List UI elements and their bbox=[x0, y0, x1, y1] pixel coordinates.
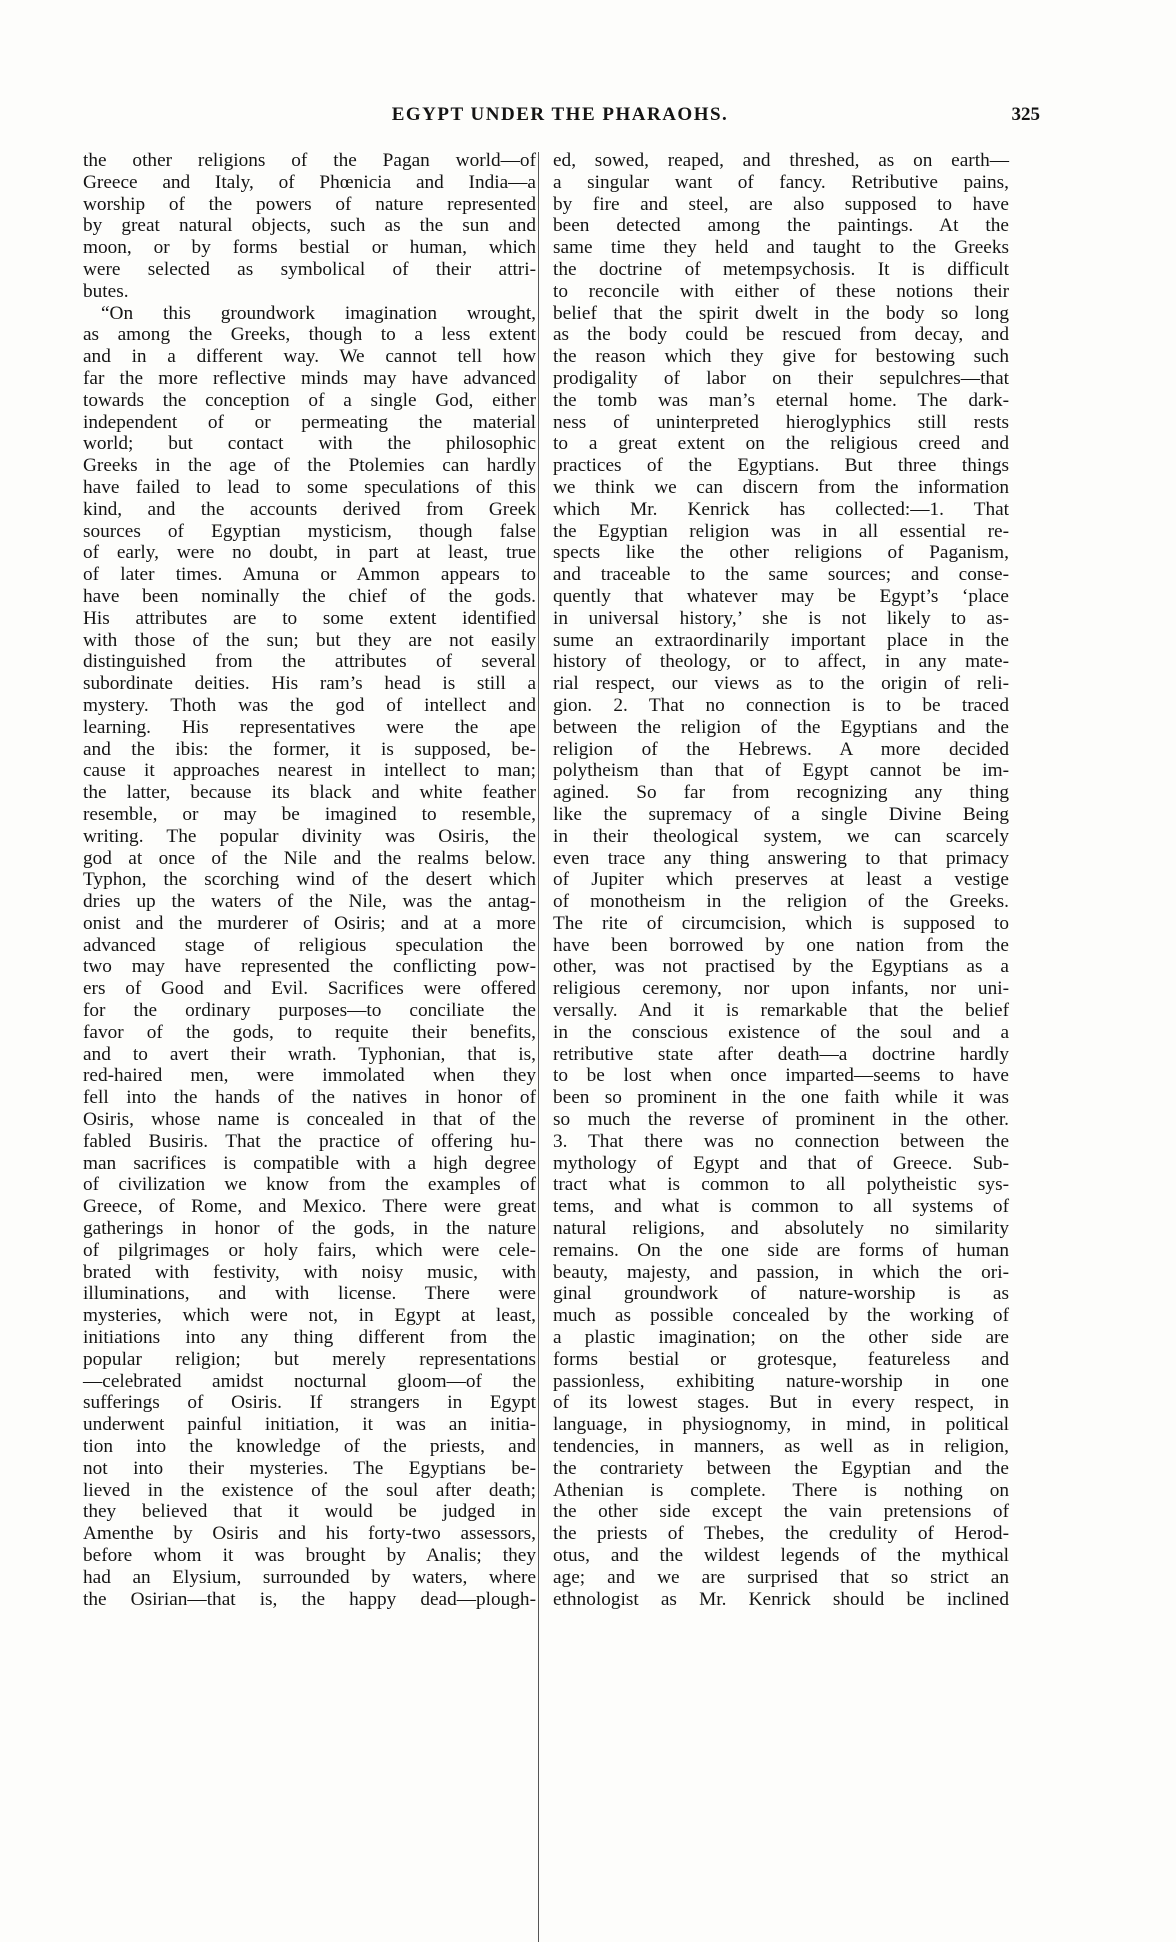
text-line: fell into the hands of the natives in honor of bbox=[83, 1087, 536, 1109]
text-line: cause it approaches nearest in intellect to man; bbox=[83, 760, 536, 782]
text-line: man sacrifices is compatible with a high degree bbox=[83, 1152, 536, 1174]
text-line: His attributes are to some extent identified bbox=[83, 607, 536, 629]
text-line: sufferings of Osiris. If strangers in Egypt bbox=[83, 1392, 536, 1414]
text-line: the reason which they give for bestowing such bbox=[553, 346, 1009, 368]
running-header bbox=[80, 104, 1040, 134]
text-line: Greeks in the age of the Ptolemies can hardly bbox=[83, 455, 536, 477]
text-line: Osiris, whose name is concealed in that of the bbox=[83, 1109, 536, 1131]
left-column bbox=[83, 150, 536, 1610]
text-line: age; and we are surprised that so strict an bbox=[553, 1566, 1009, 1588]
column-divider bbox=[538, 152, 539, 1942]
text-line: —celebrated amidst nocturnal gloom—of the bbox=[83, 1370, 536, 1392]
text-line: in universal history,’ she is not likely to as- bbox=[553, 607, 1009, 629]
text-line: as among the Greeks, though to a less extent bbox=[83, 324, 536, 346]
text-line: beauty, majesty, and passion, in which the ori- bbox=[553, 1261, 1009, 1283]
text-line: mysteries, which were not, in Egypt at least, bbox=[83, 1305, 536, 1327]
text-line: in their theological system, we can scarcely bbox=[553, 825, 1009, 847]
text-line: religion of the Hebrews. A more decided bbox=[553, 738, 1009, 760]
text-line: the tomb was man’s eternal home. The dark- bbox=[553, 389, 1009, 411]
text-line: 3. That there was no connection between the bbox=[553, 1130, 1009, 1152]
text-line: rial respect, our views as to the origin of reli- bbox=[553, 673, 1009, 695]
text-line: brated with festivity, with noisy music, with bbox=[83, 1261, 536, 1283]
text-line: sume an extraordinarily important place in the bbox=[553, 629, 1009, 651]
text-line: which Mr. Kenrick has collected:—1. That bbox=[553, 498, 1009, 520]
text-line: distinguished from the attributes of several bbox=[83, 651, 536, 673]
text-line: moon, or by forms bestial or human, which bbox=[83, 237, 536, 259]
text-line: versally. And it is remarkable that the belief bbox=[553, 1000, 1009, 1022]
text-line: subordinate deities. His ram’s head is still a bbox=[83, 673, 536, 695]
text-line: learning. His representatives were the ape bbox=[83, 716, 536, 738]
text-line: of civilization we know from the examples of bbox=[83, 1174, 536, 1196]
text-line: lieved in the existence of the soul after death; bbox=[83, 1479, 536, 1501]
text-line: and in a different way. We cannot tell how bbox=[83, 346, 536, 368]
text-line: ginal groundwork of nature-worship is as bbox=[553, 1283, 1009, 1305]
text-line: by great natural objects, such as the sun and bbox=[83, 215, 536, 237]
text-line: tems, and what is common to all systems of bbox=[553, 1196, 1009, 1218]
text-line: to be lost when once imparted—seems to have bbox=[553, 1065, 1009, 1087]
text-line: spects like the other religions of Paganism, bbox=[553, 542, 1009, 564]
text-line: Greece, of Rome, and Mexico. There were great bbox=[83, 1196, 536, 1218]
text-line: towards the conception of a single God, either bbox=[83, 389, 536, 411]
text-line: The rite of circumcision, which is supposed to bbox=[553, 912, 1009, 934]
page-title: EGYPT UNDER THE PHARAOHS. bbox=[391, 104, 729, 125]
text-line: and the ibis: the former, it is supposed, be- bbox=[83, 738, 536, 760]
text-line: of monotheism in the religion of the Greeks. bbox=[553, 891, 1009, 913]
text-line: language, in physiognomy, in mind, in political bbox=[553, 1414, 1009, 1436]
text-line: independent of or permeating the material bbox=[83, 411, 536, 433]
text-line: had an Elysium, surrounded by waters, where bbox=[83, 1566, 536, 1588]
text-line: to reconcile with either of these notions their bbox=[553, 280, 1009, 302]
text-line: otus, and the wildest legends of the mythical bbox=[553, 1545, 1009, 1566]
text-line: “On this groundwork imagination wrought, bbox=[101, 302, 536, 324]
text-line: been detected among the paintings. At the bbox=[553, 215, 1009, 237]
text-line: in the conscious existence of the soul and a bbox=[553, 1021, 1009, 1043]
text-line: of pilgrimages or holy fairs, which were cele- bbox=[83, 1239, 536, 1261]
text-line: writing. The popular divinity was Osiris, the bbox=[83, 825, 536, 847]
text-line: to a great extent on the religious creed and bbox=[553, 433, 1009, 455]
text-line: tion into the knowledge of the priests, and bbox=[83, 1436, 536, 1458]
text-line: a plastic imagination; on the other side are bbox=[553, 1327, 1009, 1349]
text-line: of later times. Amuna or Ammon appears to bbox=[83, 564, 536, 586]
text-line: the other side except the vain pretensions of bbox=[553, 1501, 1009, 1523]
text-line: Typhon, the scorching wind of the desert which bbox=[83, 869, 536, 891]
text-line: before whom it was brought by Analis; they bbox=[83, 1545, 536, 1566]
text-line: by fire and steel, are also supposed to have bbox=[553, 193, 1009, 215]
text-line: with those of the sun; but they are not easily bbox=[83, 629, 536, 651]
text-line: gion. 2. That no connection is to be traced bbox=[553, 694, 1009, 716]
text-line: ness of uninterpreted hieroglyphics still rests bbox=[553, 411, 1009, 433]
text-line: belief that the spirit dwelt in the body so long bbox=[553, 302, 1009, 324]
text-line: quently that whatever may be Egypt’s ‘place bbox=[553, 585, 1009, 607]
text-line: for the ordinary purposes—to conciliate the bbox=[83, 1000, 536, 1022]
text-line: two may have represented the conflicting pow- bbox=[83, 956, 536, 978]
text-line: forms bestial or grotesque, featureless and bbox=[553, 1348, 1009, 1370]
text-line: much as possible concealed by the working of bbox=[553, 1305, 1009, 1327]
text-line: history of theology, or to affect, in any mate- bbox=[553, 651, 1009, 673]
text-line: and traceable to the same sources; and conse- bbox=[553, 564, 1009, 586]
text-line: popular religion; but merely representations bbox=[83, 1348, 536, 1370]
text-line: of Jupiter which preserves at least a vestige bbox=[553, 869, 1009, 891]
text-line: Athenian is complete. There is nothing on bbox=[553, 1479, 1009, 1501]
text-line: natural religions, and absolutely no similarity bbox=[553, 1218, 1009, 1240]
text-line: have failed to lead to some speculations of this bbox=[83, 476, 536, 498]
text-line: the latter, because its black and white feather bbox=[83, 782, 536, 804]
text-line: Amenthe by Osiris and his forty-two assessors, bbox=[83, 1523, 536, 1545]
text-line: and to avert their wrath. Typhonian, that is, bbox=[83, 1043, 536, 1065]
text-line: other, was not practised by the Egyptians as a bbox=[553, 956, 1009, 978]
text-line: a singular want of fancy. Retributive pains, bbox=[553, 171, 1009, 193]
text-line: gatherings in honor of the gods, in the nature bbox=[83, 1218, 536, 1240]
text-line: tract what is common to all polytheistic sys- bbox=[553, 1174, 1009, 1196]
text-line: passionless, exhibiting nature-worship in one bbox=[553, 1370, 1009, 1392]
text-line: religious ceremony, nor upon infants, nor uni- bbox=[553, 978, 1009, 1000]
text-line: Greece and Italy, of Phœnicia and India—a bbox=[83, 171, 536, 193]
text-line: the contrariety between the Egyptian and the bbox=[553, 1457, 1009, 1479]
text-line: not into their mysteries. The Egyptians be- bbox=[83, 1457, 536, 1479]
text-line: between the religion of the Egyptians and the bbox=[553, 716, 1009, 738]
text-line: kind, and the accounts derived from Greek bbox=[83, 498, 536, 520]
text-line: agined. So far from recognizing any thing bbox=[553, 782, 1009, 804]
text-line: prodigality of labor on their sepulchres—that bbox=[553, 367, 1009, 389]
text-line: mystery. Thoth was the god of intellect and bbox=[83, 694, 536, 716]
right-column bbox=[553, 150, 1009, 1610]
text-line: remains. On the one side are forms of human bbox=[553, 1239, 1009, 1261]
text-line: practices of the Egyptians. But three things bbox=[553, 455, 1009, 477]
text-line: advanced stage of religious speculation the bbox=[83, 934, 536, 956]
text-line: onist and the murderer of Osiris; and at a more bbox=[83, 912, 536, 934]
text-line: of early, were no doubt, in part at least, true bbox=[83, 542, 536, 564]
text-line: been so prominent in the one faith while it was bbox=[553, 1087, 1009, 1109]
text-line: dries up the waters of the Nile, was the antag- bbox=[83, 891, 536, 913]
page-number: 325 bbox=[1011, 104, 1040, 125]
text-line: butes. bbox=[83, 280, 129, 302]
text-line: mythology of Egypt and that of Greece. Sub- bbox=[553, 1152, 1009, 1174]
text-line: tendencies, in manners, as well as in religion, bbox=[553, 1436, 1009, 1458]
text-line: world; but contact with the philosophic bbox=[83, 433, 536, 455]
text-line: favor of the gods, to requite their benefits, bbox=[83, 1021, 536, 1043]
text-line: worship of the powers of nature represented bbox=[83, 193, 536, 215]
text-line: we think we can discern from the information bbox=[553, 476, 1009, 498]
text-line: so much the reverse of prominent in the other. bbox=[553, 1109, 1009, 1131]
text-line: red-haired men, were immolated when they bbox=[83, 1065, 536, 1087]
text-line: the Osirian—that is, the happy dead—plough- bbox=[83, 1588, 536, 1610]
text-line: were selected as symbolical of their attri- bbox=[83, 258, 536, 280]
text-line: the Egyptian religion was in all essential re- bbox=[553, 520, 1009, 542]
text-line: of its lowest stages. But in every respect, in bbox=[553, 1392, 1009, 1414]
text-line: even trace any thing answering to that primacy bbox=[553, 847, 1009, 869]
text-line: have been borrowed by one nation from the bbox=[553, 934, 1009, 956]
text-line: sources of Egyptian mysticism, though false bbox=[83, 520, 536, 542]
text-line: far the more reflective minds may have advanced bbox=[83, 367, 536, 389]
text-line: the priests of Thebes, the credulity of Herod- bbox=[553, 1523, 1009, 1545]
text-line: resemble, or may be imagined to resemble, bbox=[83, 803, 536, 825]
text-line: ers of Good and Evil. Sacrifices were offered bbox=[83, 978, 536, 1000]
text-line: underwent painful initiation, it was an initia- bbox=[83, 1414, 536, 1436]
text-line: retributive state after death—a doctrine hardly bbox=[553, 1043, 1009, 1065]
text-line: illuminations, and with license. There were bbox=[83, 1283, 536, 1305]
text-line: have been nominally the chief of the gods. bbox=[83, 585, 536, 607]
text-line: polytheism than that of Egypt cannot be im- bbox=[553, 760, 1009, 782]
text-line: the doctrine of metempsychosis. It is difficult bbox=[553, 258, 1009, 280]
text-line: initiations into any thing different from the bbox=[83, 1327, 536, 1349]
text-line: the other religions of the Pagan world—of bbox=[83, 150, 536, 171]
text-line: same time they held and taught to the Greeks bbox=[553, 237, 1009, 259]
text-line: as the body could be rescued from decay, and bbox=[553, 324, 1009, 346]
text-line: ed, sowed, reaped, and threshed, as on earth— bbox=[553, 150, 1009, 171]
text-line: ethnologist as Mr. Kenrick should be inclined bbox=[553, 1588, 1009, 1610]
text-line: fabled Busiris. That the practice of offering hu- bbox=[83, 1130, 536, 1152]
text-line: like the supremacy of a single Divine Being bbox=[553, 803, 1009, 825]
text-line: god at once of the Nile and the realms below. bbox=[83, 847, 536, 869]
text-line: they believed that it would be judged in bbox=[83, 1501, 536, 1523]
